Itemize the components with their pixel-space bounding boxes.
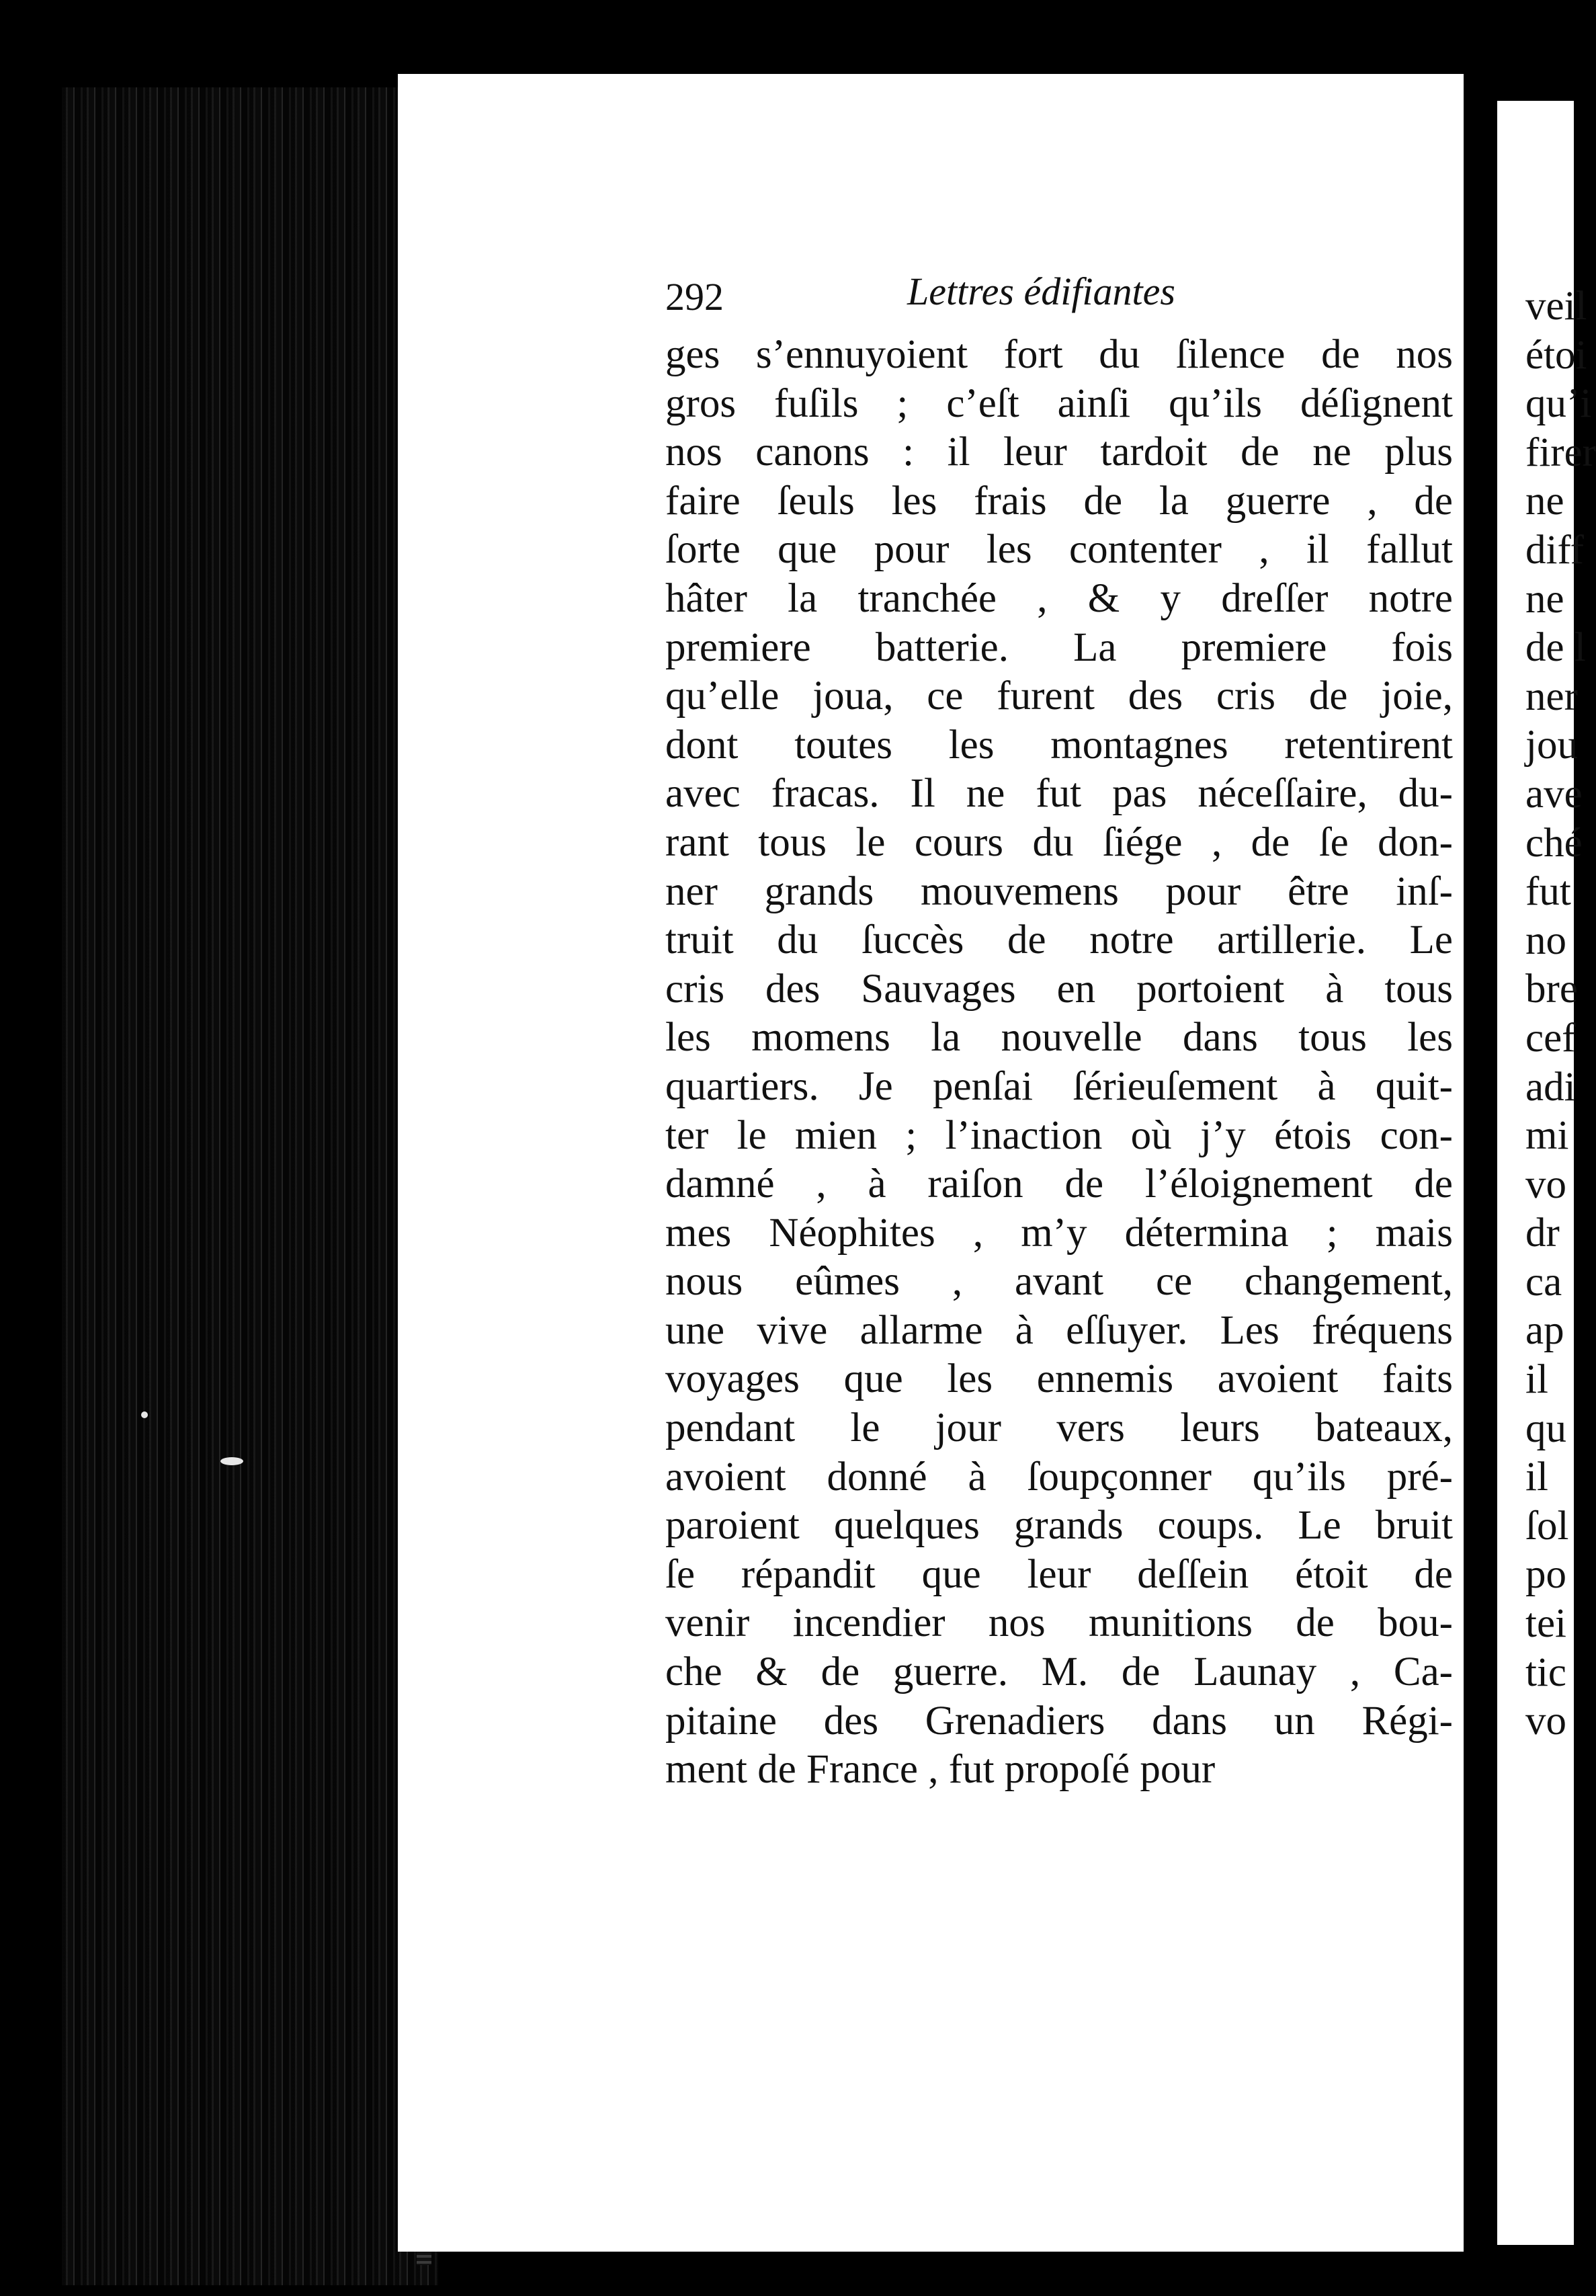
text-line: hâter la tranchée , & y dreſſer notre: [665, 575, 1453, 621]
page-gutter: [1470, 94, 1497, 2252]
facing-line-fragment: bre: [1525, 967, 1578, 1012]
text-line: nous eûmes , avant ce changement,: [665, 1259, 1453, 1305]
facing-line-fragment: tei: [1525, 1601, 1566, 1647]
facing-line-fragment: qu’i: [1525, 381, 1592, 427]
text-line: truit du ſuccès de notre artillerie. Le: [665, 917, 1453, 963]
facing-line-fragment: veil: [1525, 284, 1587, 329]
facing-line-fragment: adi: [1525, 1064, 1576, 1110]
facing-line-fragment: ne: [1525, 479, 1564, 524]
text-line: pendant le jour vers leurs bateaux,: [665, 1405, 1453, 1451]
text-line: quartiers. Je penſai ſérieuſement à quit-: [665, 1063, 1453, 1109]
facing-line-fragment: ché: [1525, 820, 1583, 866]
text-line: premiere batterie. La premiere fois: [665, 624, 1453, 670]
text-line: ſorte que pour les contenter , il fallut: [665, 527, 1453, 573]
facing-line-fragment: mi: [1525, 1113, 1569, 1159]
facing-line-fragment: fut: [1525, 869, 1571, 915]
running-title: Lettres édifiantes: [907, 270, 1175, 313]
text-line: rant tous le cours du ſiége , de ſe don-: [665, 819, 1453, 865]
dust-speck: [141, 1411, 148, 1418]
text-line: avec fracas. Il ne fut pas néceſſaire, du-: [665, 771, 1453, 817]
text-line: avoient donné à ſoupçonner qu’ils pré-: [665, 1454, 1453, 1500]
text-line: ges s’ennuyoient fort du ſilence de nos: [665, 332, 1453, 377]
text-line: voyages que les ennemis avoient faits: [665, 1356, 1453, 1402]
text-line: venir incendier nos munitions de bou-: [665, 1600, 1453, 1646]
text-line: che & de guerre. M. de Launay , Ca-: [665, 1649, 1453, 1695]
page-number: 292: [665, 275, 724, 319]
facing-line-fragment: po: [1525, 1552, 1566, 1598]
facing-line-fragment: ave: [1525, 771, 1583, 817]
facing-line-fragment: de l: [1525, 625, 1586, 671]
text-line: ſe répandit que leur deſſein étoit de: [665, 1551, 1453, 1597]
text-line: les momens la nouvelle dans tous les: [665, 1015, 1453, 1061]
text-line: paroient quelques grands coups. Le bruit: [665, 1503, 1453, 1549]
text-line: gros fuſils ; c’eſt ainſi qu’ils déſignent: [665, 380, 1453, 426]
facing-line-fragment: ne: [1525, 576, 1564, 622]
facing-line-fragment: cef: [1525, 1015, 1576, 1061]
text-line: pitaine des Grenadiers dans un Régi-: [665, 1698, 1453, 1744]
text-line: ner grands mouvemens pour être inſ-: [665, 868, 1453, 914]
text-line: nos canons : il leur tardoit de ne plus: [665, 429, 1453, 475]
facing-line-fragment: vo: [1525, 1698, 1566, 1744]
facing-line-fragment: étoi: [1525, 332, 1587, 378]
text-line: cris des Sauvages en portoient à tous: [665, 966, 1453, 1012]
text-line: ter le mien ; l’inaction où j’y étois con-: [665, 1112, 1453, 1158]
text-line: dont toutes les montagnes retentirent: [665, 722, 1453, 768]
facing-line-fragment: vo: [1525, 1161, 1566, 1207]
facing-page-text: [1525, 282, 1596, 1746]
facing-line-fragment: ner: [1525, 673, 1578, 719]
text-line: une vive allarme à eſſuyer. Les fréquens: [665, 1307, 1453, 1353]
book-spine: [62, 87, 438, 2285]
facing-line-fragment: ſol: [1525, 1503, 1569, 1549]
text-line: mes Néophites , m’y détermina ; mais: [665, 1210, 1453, 1256]
facing-line-fragment: dr: [1525, 1211, 1560, 1256]
dust-speck: [220, 1457, 243, 1465]
facing-line-fragment: jou: [1525, 723, 1578, 768]
facing-line-fragment: no: [1525, 917, 1566, 963]
facing-line-fragment: tic: [1525, 1649, 1566, 1695]
text-line: damné , à raiſon de l’éloignement de: [665, 1161, 1453, 1207]
facing-line-fragment: il: [1525, 1454, 1548, 1500]
running-header: [665, 269, 1472, 323]
page-body-text: [665, 331, 1453, 1795]
facing-line-fragment: ca: [1525, 1259, 1562, 1305]
text-line: faire ſeuls les frais de la guerre , de: [665, 478, 1453, 524]
facing-line-fragment: diff: [1525, 527, 1584, 573]
facing-line-fragment: ap: [1525, 1308, 1564, 1354]
facing-line-fragment: qu: [1525, 1405, 1566, 1451]
text-line: ment de France , fut propoſé pour: [665, 1747, 1216, 1793]
facing-line-fragment: firer: [1525, 429, 1596, 475]
facing-line-fragment: il: [1525, 1357, 1548, 1403]
text-line: qu’elle joua, ce furent des cris de joie,: [665, 673, 1453, 719]
